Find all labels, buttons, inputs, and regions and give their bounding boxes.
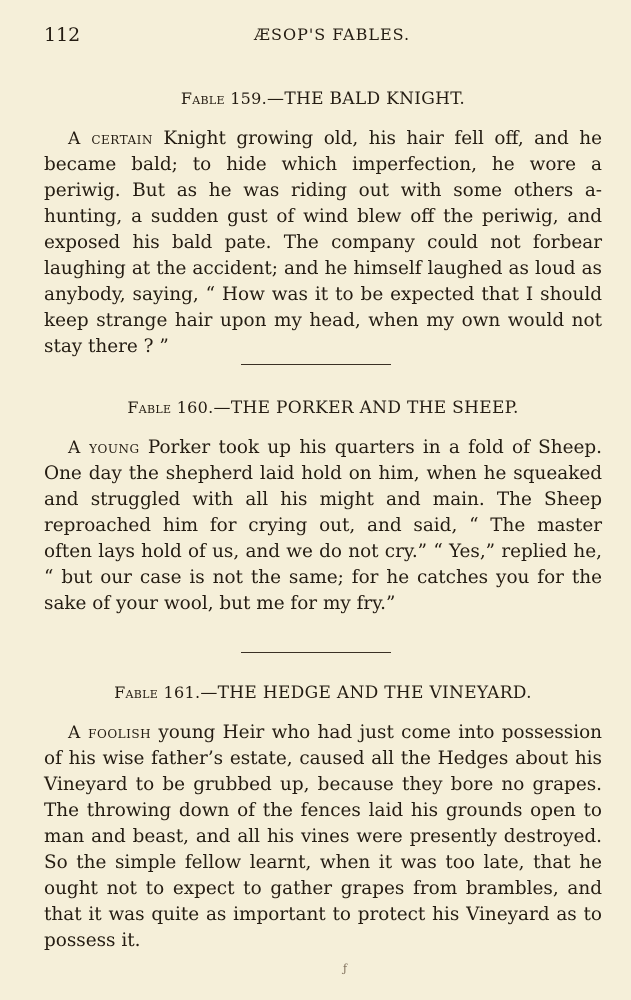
fable-lead-words: A young xyxy=(68,438,140,458)
fable-title: —THE BALD KNIGHT. xyxy=(267,89,466,109)
fable-text xyxy=(44,720,602,954)
running-title: ÆSOP'S FABLES. xyxy=(254,25,411,44)
fable-number: Fable 160. xyxy=(127,398,214,417)
fable-title: —THE HEDGE AND THE VINEYARD. xyxy=(200,683,532,703)
fable-title: —THE PORKER AND THE SHEEP. xyxy=(213,398,519,418)
fable-number: Fable 159. xyxy=(180,89,268,108)
fable-heading xyxy=(44,680,602,706)
fable-lead-words: A certain xyxy=(68,129,153,149)
fable-161 xyxy=(44,680,602,954)
fable-body-text: Knight growing old, his hair fell off, and he became bald; to hide which imperfection, he wore a periwig. But as he was riding out with some others a-hunting, a sudden gust of wind blew off the periwig, and exposed his bald pate. The company could not forbear laughing at the accident; and he himself laughed as loud as anybody, saying, “ How was it to be expected that I should keep strange hair upon my head, when my own would not stay there ? ” xyxy=(44,128,602,357)
page-number: 112 xyxy=(44,24,81,46)
fable-text xyxy=(44,126,602,360)
fable-body-text: Porker took up his quarters in a fold of Sheep. One day the shepherd laid hold on him, when he squeaked and struggled with all his might and main. The Sheep reproached him for crying out, and said, “ The master often lays hold of us, and we do not cry.” “ Yes,” replied he, “ but our case is not the same; for he catches you for the sake of your wool, but me for my fry.” xyxy=(44,437,602,614)
fable-159 xyxy=(44,86,602,360)
fable-text xyxy=(44,435,602,617)
fable-body-text: young Heir who had just come into possession of his wise father’s estate, caused all the Hedges about his Vineyard to be grubbed up, because they bore no grapes. The throwing down of the fences laid his grounds open to man and beast, and all his vines were presently destroyed. So the simple fellow learnt, when it was too late, that he ought not to expect to gather grapes from brambles, and that it was quite as important to protect his Vineyard as to possess it. xyxy=(44,722,602,951)
section-divider xyxy=(241,364,391,365)
printer-mark: ƒ xyxy=(343,962,348,975)
fable-lead-words: A foolish xyxy=(68,723,152,743)
section-divider xyxy=(241,652,391,653)
running-head xyxy=(44,24,593,50)
fable-heading xyxy=(44,395,602,421)
fable-160 xyxy=(44,395,602,617)
fable-number: Fable 161. xyxy=(114,683,201,702)
fable-heading xyxy=(44,86,602,112)
